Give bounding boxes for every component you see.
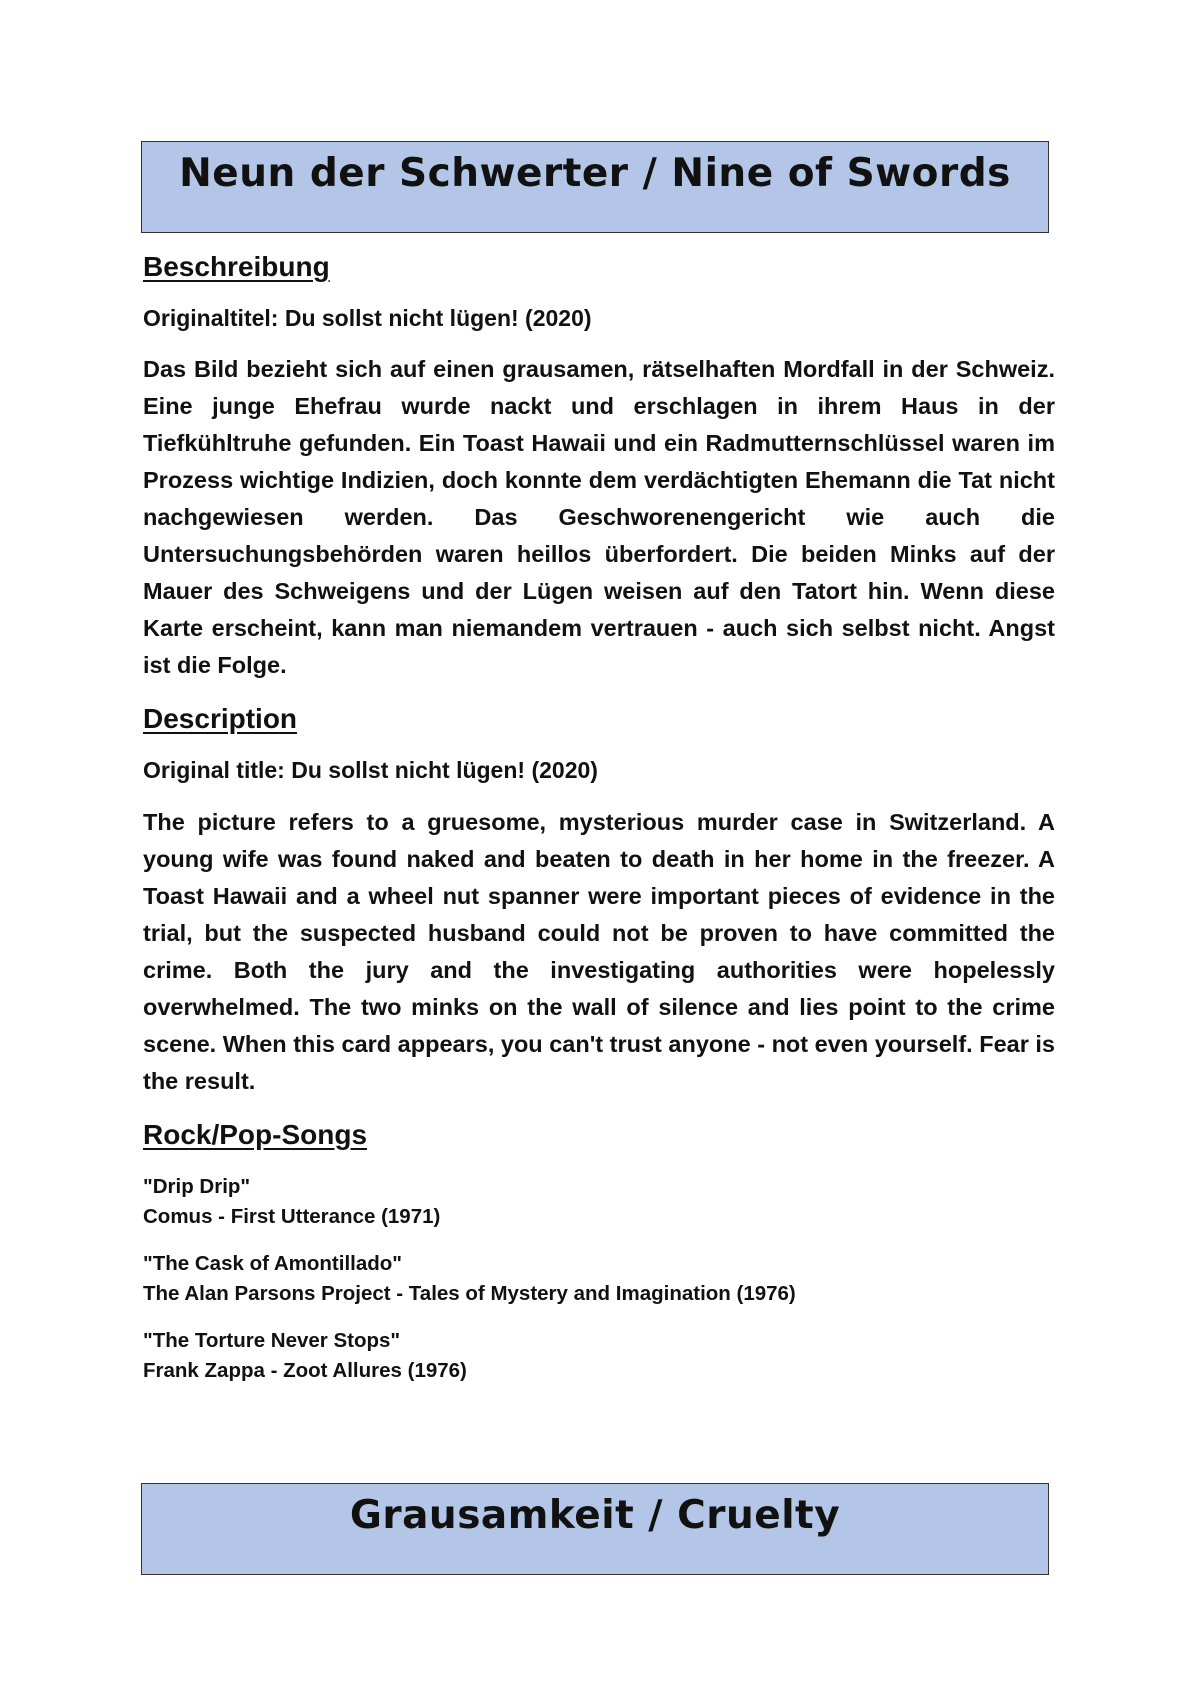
song-source: Frank Zappa - Zoot Allures (1976) bbox=[143, 1358, 467, 1382]
card-title-box bbox=[141, 141, 1049, 233]
english-description: The picture refers to a gruesome, mysterious murder case in Switzerland. A young wife was found naked and beaten to death in her home in the freezer. A Toast Hawaii and a wheel nut spanner were important pieces of evidence in the trial, but the suspected husband could not be proven to have committed the crime. Both the jury and the investigating authorities were hopelessly overwhelmed. The two minks on the wall of silence and lies point to the crime scene. When this card appears, you can't trust anyone - not even yourself. Fear is the result. bbox=[143, 808, 1055, 1094]
song-source: Comus - First Utterance (1971) bbox=[143, 1204, 441, 1228]
card-title: Neun der Schwerter / Nine of Swords bbox=[179, 151, 1011, 196]
next-card-title-box bbox=[141, 1483, 1049, 1575]
song-title: "The Cask of Amontillado" bbox=[143, 1251, 403, 1275]
song-title: "The Torture Never Stops" bbox=[143, 1328, 401, 1352]
german-description: Das Bild bezieht sich auf einen grausamen, rätselhaften Mordfall in der Schweiz. Eine junge Ehefrau wurde nackt und erschlagen in ihrem Haus in der Tiefkühltruhe gefunden. Ein Toast Hawaii und ein Radmutternschlüssel waren im Prozess wichtige Indizien, doch konnte dem verdächtigten Ehemann die Tat nicht nachgewiesen werden. Das Geschworenengericht wie auch die Untersuchungsbehörden waren heillos überfordert. Die beiden Minks auf der Mauer des Schweigens und der Lügen weisen auf den Tatort hin. Wenn diese Karte erscheint, kann man niemandem vertrauen - auch sich selbst nicht. Angst ist die Folge. bbox=[143, 356, 1055, 679]
song-item bbox=[143, 1326, 1055, 1386]
song-source: The Alan Parsons Project - Tales of Mystery and Imagination (1976) bbox=[143, 1281, 796, 1305]
german-heading: Beschreibung bbox=[143, 251, 330, 282]
german-original-title: Originaltitel: Du sollst nicht lügen! (2020) bbox=[143, 304, 592, 331]
song-item bbox=[143, 1172, 1055, 1232]
card-content bbox=[143, 250, 1055, 1403]
next-card-title: Grausamkeit / Cruelty bbox=[349, 1493, 841, 1538]
song-title: "Drip Drip" bbox=[143, 1174, 251, 1198]
english-heading: Description bbox=[143, 703, 298, 735]
songs-heading: Rock/Pop-Songs bbox=[143, 1118, 368, 1150]
english-original-title: Original title: Du sollst nicht lügen! (2020) bbox=[143, 757, 598, 784]
song-item bbox=[143, 1249, 1055, 1309]
